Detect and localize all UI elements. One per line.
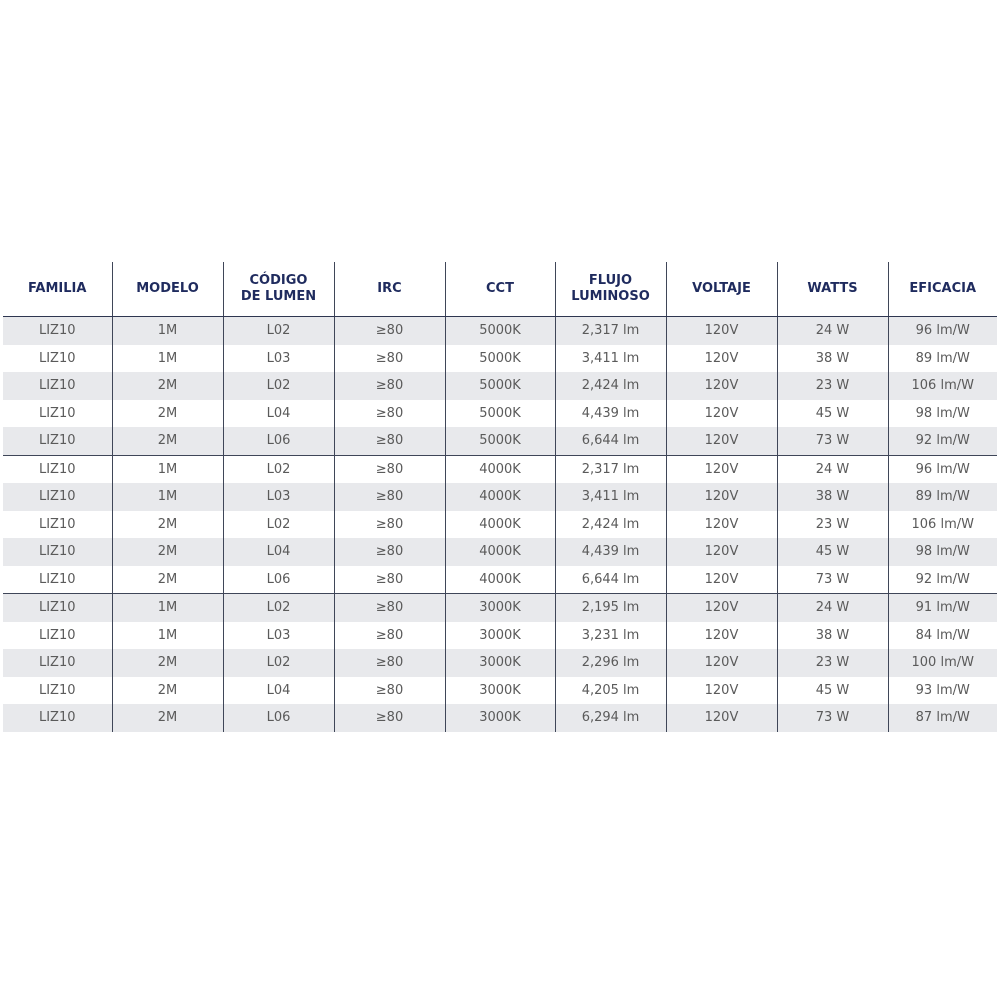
cell-familia: LIZ10 <box>3 622 112 650</box>
cell-voltaje: 120V <box>666 566 777 594</box>
cell-irc: ≥80 <box>334 345 445 373</box>
cell-codigo-de-lumen: L06 <box>223 704 334 732</box>
cell-irc: ≥80 <box>334 483 445 511</box>
cell-flujo-luminoso: 2,296 lm <box>555 649 666 677</box>
cell-irc: ≥80 <box>334 677 445 705</box>
cell-codigo-de-lumen: L02 <box>223 511 334 539</box>
cell-cct: 3000K <box>445 677 555 705</box>
cell-cct: 4000K <box>445 483 555 511</box>
cell-codigo-de-lumen: L04 <box>223 538 334 566</box>
cell-familia: LIZ10 <box>3 677 112 705</box>
spec-table <box>3 262 997 732</box>
cell-modelo: 2M <box>112 427 223 455</box>
header-flujo-luminoso <box>555 262 666 317</box>
cell-cct: 5000K <box>445 427 555 455</box>
cell-eficacia: 98 lm/W <box>888 538 997 566</box>
cell-familia: LIZ10 <box>3 455 112 483</box>
header-familia <box>3 262 112 317</box>
cell-modelo: 2M <box>112 649 223 677</box>
cell-flujo-luminoso: 6,644 lm <box>555 427 666 455</box>
cell-watts: 38 W <box>777 345 888 373</box>
cell-voltaje: 120V <box>666 455 777 483</box>
table-row <box>3 317 997 345</box>
cell-eficacia: 96 lm/W <box>888 455 997 483</box>
header-line: FLUJO <box>588 273 633 288</box>
cell-cct: 5000K <box>445 345 555 373</box>
table-row <box>3 622 997 650</box>
header-line: IRC <box>377 281 402 296</box>
cell-codigo-de-lumen: L02 <box>223 455 334 483</box>
table-row <box>3 649 997 677</box>
cell-modelo: 1M <box>112 317 223 345</box>
cell-modelo: 2M <box>112 704 223 732</box>
table-row <box>3 511 997 539</box>
table-body <box>3 317 997 732</box>
header-cct <box>445 262 555 317</box>
cell-watts: 45 W <box>777 400 888 428</box>
cell-familia: LIZ10 <box>3 372 112 400</box>
cell-irc: ≥80 <box>334 704 445 732</box>
header-line: DE LUMEN <box>240 289 317 304</box>
cell-modelo: 2M <box>112 511 223 539</box>
cell-flujo-luminoso: 2,195 lm <box>555 594 666 622</box>
cell-voltaje: 120V <box>666 649 777 677</box>
cell-familia: LIZ10 <box>3 483 112 511</box>
header-eficacia <box>888 262 997 317</box>
table-row <box>3 704 997 732</box>
cell-modelo: 2M <box>112 677 223 705</box>
cell-voltaje: 120V <box>666 372 777 400</box>
cell-cct: 3000K <box>445 649 555 677</box>
cell-voltaje: 120V <box>666 677 777 705</box>
cell-watts: 23 W <box>777 372 888 400</box>
cell-modelo: 2M <box>112 400 223 428</box>
cell-irc: ≥80 <box>334 538 445 566</box>
cell-irc: ≥80 <box>334 622 445 650</box>
cell-irc: ≥80 <box>334 566 445 594</box>
cell-flujo-luminoso: 2,317 lm <box>555 317 666 345</box>
table-row <box>3 400 997 428</box>
cell-familia: LIZ10 <box>3 317 112 345</box>
cell-codigo-de-lumen: L02 <box>223 594 334 622</box>
cell-voltaje: 120V <box>666 704 777 732</box>
cell-voltaje: 120V <box>666 427 777 455</box>
cell-codigo-de-lumen: L02 <box>223 317 334 345</box>
cell-irc: ≥80 <box>334 400 445 428</box>
cell-watts: 73 W <box>777 566 888 594</box>
cell-cct: 4000K <box>445 455 555 483</box>
cell-familia: LIZ10 <box>3 538 112 566</box>
cell-voltaje: 120V <box>666 483 777 511</box>
cell-watts: 24 W <box>777 317 888 345</box>
table-row <box>3 594 997 622</box>
cell-cct: 4000K <box>445 538 555 566</box>
cell-eficacia: 89 lm/W <box>888 483 997 511</box>
cell-flujo-luminoso: 4,439 lm <box>555 538 666 566</box>
cell-familia: LIZ10 <box>3 649 112 677</box>
cell-familia: LIZ10 <box>3 704 112 732</box>
table-row <box>3 345 997 373</box>
cell-codigo-de-lumen: L02 <box>223 372 334 400</box>
cell-voltaje: 120V <box>666 538 777 566</box>
cell-familia: LIZ10 <box>3 566 112 594</box>
cell-voltaje: 120V <box>666 317 777 345</box>
cell-irc: ≥80 <box>334 649 445 677</box>
cell-irc: ≥80 <box>334 372 445 400</box>
cell-codigo-de-lumen: L03 <box>223 622 334 650</box>
header-line: LUMINOSO <box>571 289 650 304</box>
cell-watts: 38 W <box>777 622 888 650</box>
cell-cct: 3000K <box>445 704 555 732</box>
cell-watts: 24 W <box>777 594 888 622</box>
header-line: MODELO <box>136 281 199 296</box>
cell-watts: 73 W <box>777 704 888 732</box>
cell-eficacia: 93 lm/W <box>888 677 997 705</box>
cell-eficacia: 92 lm/W <box>888 427 997 455</box>
cell-familia: LIZ10 <box>3 345 112 373</box>
cell-voltaje: 120V <box>666 511 777 539</box>
cell-cct: 5000K <box>445 317 555 345</box>
cell-codigo-de-lumen: L04 <box>223 677 334 705</box>
cell-modelo: 2M <box>112 566 223 594</box>
table-row <box>3 483 997 511</box>
cell-flujo-luminoso: 4,205 lm <box>555 677 666 705</box>
cell-modelo: 2M <box>112 538 223 566</box>
cell-eficacia: 87 lm/W <box>888 704 997 732</box>
cell-flujo-luminoso: 2,424 lm <box>555 511 666 539</box>
cell-eficacia: 100 lm/W <box>888 649 997 677</box>
cell-watts: 23 W <box>777 649 888 677</box>
cell-modelo: 2M <box>112 372 223 400</box>
cell-codigo-de-lumen: L03 <box>223 345 334 373</box>
cell-flujo-luminoso: 3,231 lm <box>555 622 666 650</box>
cell-voltaje: 120V <box>666 400 777 428</box>
table-row <box>3 677 997 705</box>
cell-eficacia: 106 lm/W <box>888 511 997 539</box>
cell-familia: LIZ10 <box>3 400 112 428</box>
table-row <box>3 455 997 483</box>
cell-modelo: 1M <box>112 622 223 650</box>
header-line: VOLTAJE <box>692 281 751 296</box>
cell-flujo-luminoso: 2,424 lm <box>555 372 666 400</box>
cell-cct: 5000K <box>445 372 555 400</box>
header-line: CÓDIGO <box>249 273 308 288</box>
cell-flujo-luminoso: 3,411 lm <box>555 483 666 511</box>
cell-voltaje: 120V <box>666 594 777 622</box>
cell-watts: 45 W <box>777 677 888 705</box>
cell-eficacia: 96 lm/W <box>888 317 997 345</box>
cell-irc: ≥80 <box>334 455 445 483</box>
cell-irc: ≥80 <box>334 427 445 455</box>
header-watts <box>777 262 888 317</box>
cell-codigo-de-lumen: L03 <box>223 483 334 511</box>
header-codigo-de-lumen <box>223 262 334 317</box>
cell-modelo: 1M <box>112 455 223 483</box>
header-modelo <box>112 262 223 317</box>
cell-irc: ≥80 <box>334 511 445 539</box>
header-line: CCT <box>486 281 514 296</box>
table-header-row <box>3 262 997 317</box>
cell-modelo: 1M <box>112 483 223 511</box>
cell-voltaje: 120V <box>666 622 777 650</box>
cell-cct: 3000K <box>445 622 555 650</box>
header-line: WATTS <box>807 281 858 296</box>
cell-eficacia: 92 lm/W <box>888 566 997 594</box>
header-line: EFICACIA <box>909 281 977 296</box>
cell-familia: LIZ10 <box>3 594 112 622</box>
cell-cct: 5000K <box>445 400 555 428</box>
cell-irc: ≥80 <box>334 317 445 345</box>
cell-flujo-luminoso: 6,294 lm <box>555 704 666 732</box>
cell-codigo-de-lumen: L02 <box>223 649 334 677</box>
cell-eficacia: 106 lm/W <box>888 372 997 400</box>
cell-voltaje: 120V <box>666 345 777 373</box>
cell-irc: ≥80 <box>334 594 445 622</box>
cell-modelo: 1M <box>112 345 223 373</box>
cell-flujo-luminoso: 3,411 lm <box>555 345 666 373</box>
cell-cct: 4000K <box>445 566 555 594</box>
cell-eficacia: 98 lm/W <box>888 400 997 428</box>
cell-cct: 3000K <box>445 594 555 622</box>
cell-eficacia: 89 lm/W <box>888 345 997 373</box>
cell-watts: 73 W <box>777 427 888 455</box>
cell-flujo-luminoso: 4,439 lm <box>555 400 666 428</box>
table-row <box>3 538 997 566</box>
cell-watts: 24 W <box>777 455 888 483</box>
cell-codigo-de-lumen: L06 <box>223 427 334 455</box>
table-row <box>3 566 997 594</box>
cell-codigo-de-lumen: L04 <box>223 400 334 428</box>
cell-flujo-luminoso: 2,317 lm <box>555 455 666 483</box>
header-irc <box>334 262 445 317</box>
cell-familia: LIZ10 <box>3 511 112 539</box>
header-voltaje <box>666 262 777 317</box>
cell-eficacia: 84 lm/W <box>888 622 997 650</box>
cell-familia: LIZ10 <box>3 427 112 455</box>
header-line: FAMILIA <box>28 281 87 296</box>
cell-watts: 45 W <box>777 538 888 566</box>
cell-watts: 23 W <box>777 511 888 539</box>
cell-flujo-luminoso: 6,644 lm <box>555 566 666 594</box>
cell-watts: 38 W <box>777 483 888 511</box>
cell-codigo-de-lumen: L06 <box>223 566 334 594</box>
cell-eficacia: 91 lm/W <box>888 594 997 622</box>
table-row <box>3 372 997 400</box>
table-row <box>3 427 997 455</box>
cell-modelo: 1M <box>112 594 223 622</box>
cell-cct: 4000K <box>445 511 555 539</box>
